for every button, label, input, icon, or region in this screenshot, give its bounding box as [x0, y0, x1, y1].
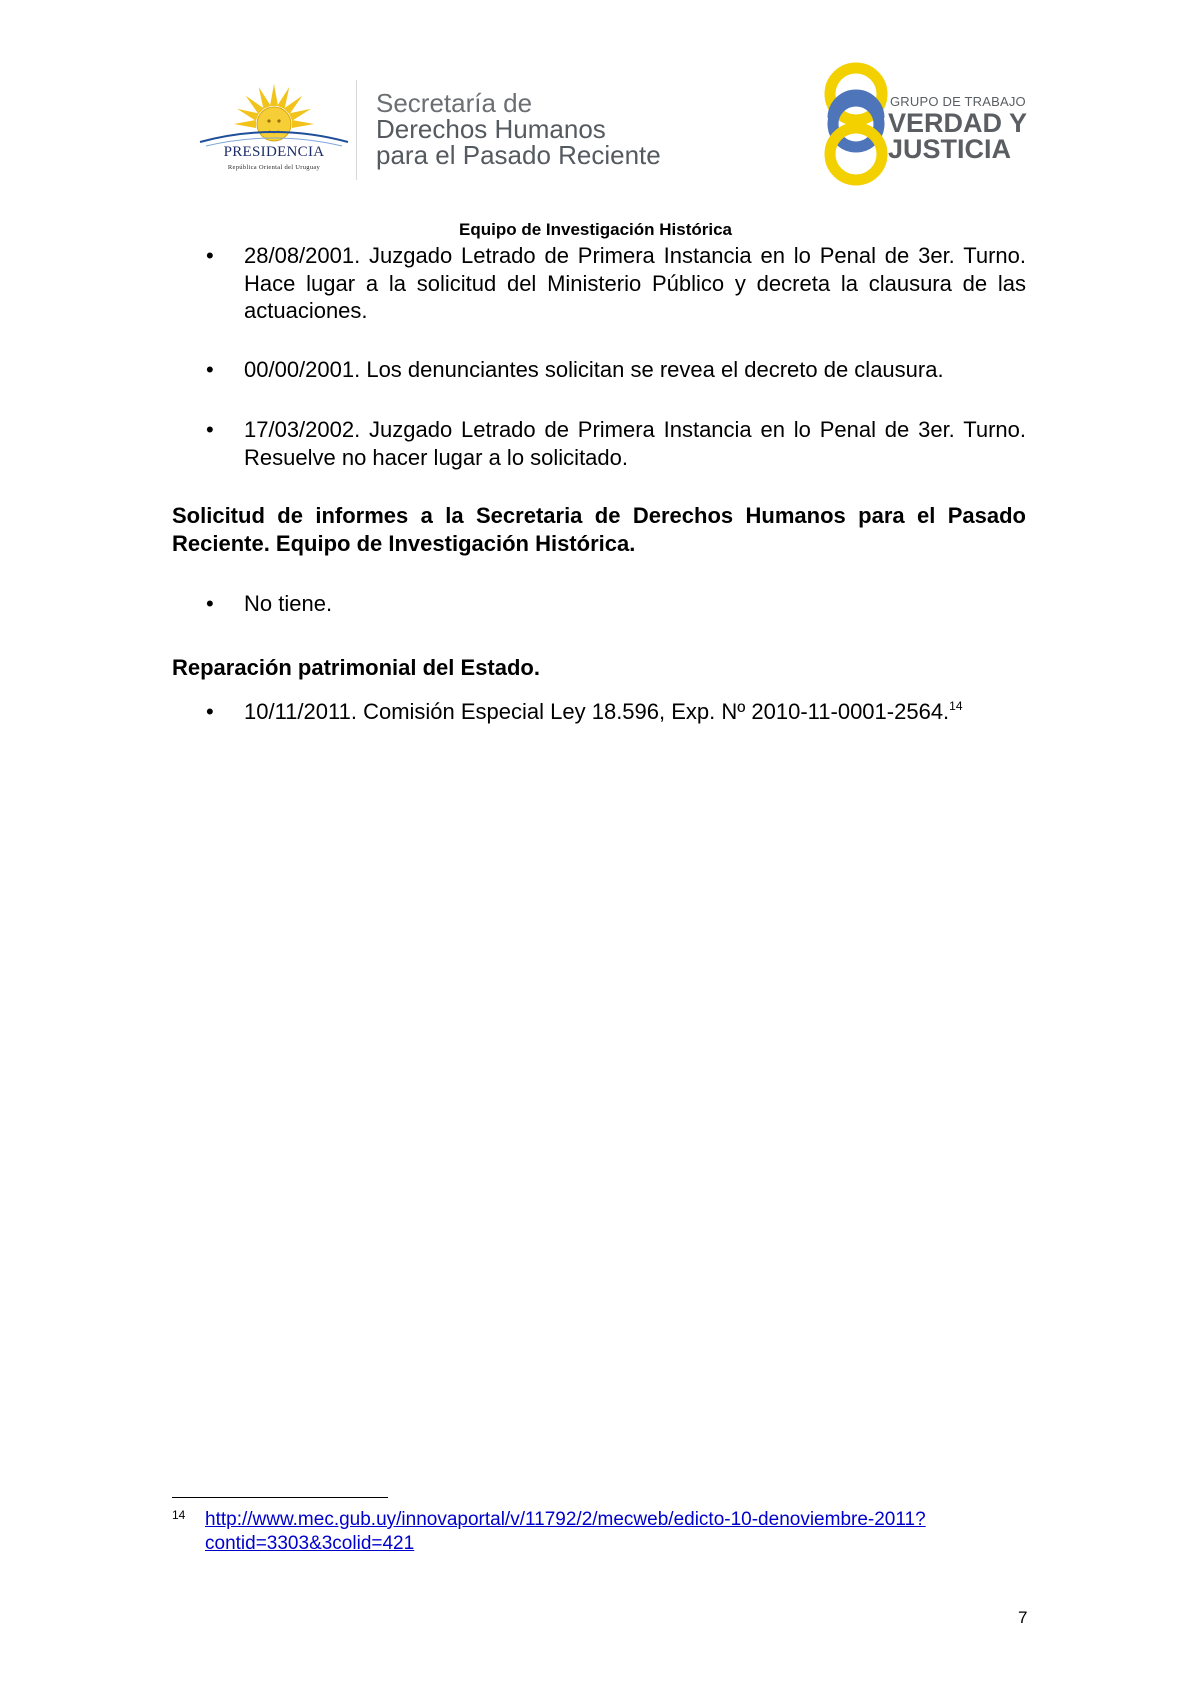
section-heading-reparacion: Reparación patrimonial del Estado. — [172, 655, 540, 680]
secretaria-line-1: Secretaría de — [376, 88, 533, 118]
footnote-link-line-1[interactable]: http://www.mec.gub.uy/innovaportal/v/11792/2/mecweb/edicto-10-denoviembre-2011? — [205, 1509, 926, 1530]
secretaria-logotype — [376, 90, 661, 168]
presidencia-subtitle: República Oriental del Uruguay — [227, 164, 321, 171]
footnote-ref[interactable]: 14 — [949, 699, 963, 713]
bullet-icon: • — [206, 417, 214, 442]
grupo-justicia: JUSTICIA — [888, 134, 1012, 164]
page-number: 7 — [1018, 1608, 1028, 1627]
list-item: 28/08/2001. Juzgado Letrado de Primera Instancia en lo Penal de 3er. Turno. Hace lugar a la solicitud del Ministerio Público y decreta la clausura de las actuaciones. — [244, 243, 1026, 323]
grupo-label: GRUPO DE TRABAJO — [890, 94, 1026, 109]
footnote-link-line-2[interactable]: contid=3303&3colid=421 — [205, 1533, 415, 1554]
bullet-icon: • — [206, 243, 214, 268]
footnote-number: 14 — [172, 1508, 186, 1522]
list-item: 00/00/2001. Los denunciantes solicitan se revea el decreto de clausura. — [244, 357, 944, 382]
section-heading-informes: Solicitud de informes a la Secretaria de Derechos Humanos para el Pasado Reciente. Equipo de Investigación Histórica. — [172, 503, 1026, 556]
bullet-icon: • — [206, 699, 214, 724]
header — [0, 0, 1191, 200]
footnote-divider — [172, 1497, 388, 1498]
list-item — [244, 698, 1026, 726]
list-item-text: 10/11/2011. Comisión Especial Ley 18.596, Exp. Nº 2010-11-0001-2564. — [244, 699, 950, 724]
header-divider — [356, 80, 357, 180]
running-title: Equipo de Investigación Histórica — [459, 220, 732, 239]
secretaria-line-3: para el Pasado Reciente — [376, 140, 661, 170]
footnote-link[interactable] — [205, 1508, 995, 1556]
grupo-verdad: VERDAD Y — [888, 108, 1028, 138]
list-item: No tiene. — [244, 591, 333, 616]
list-item: 17/03/2002. Juzgado Letrado de Primera Instancia en lo Penal de 3er. Turno. Resuelve no hacer lugar a lo solicitado. — [244, 417, 1026, 470]
presidencia-name: PRESIDENCIA — [223, 144, 325, 160]
bullet-icon: • — [206, 591, 214, 616]
bullet-icon: • — [206, 357, 214, 382]
secretaria-line-2: Derechos Humanos — [376, 114, 606, 144]
